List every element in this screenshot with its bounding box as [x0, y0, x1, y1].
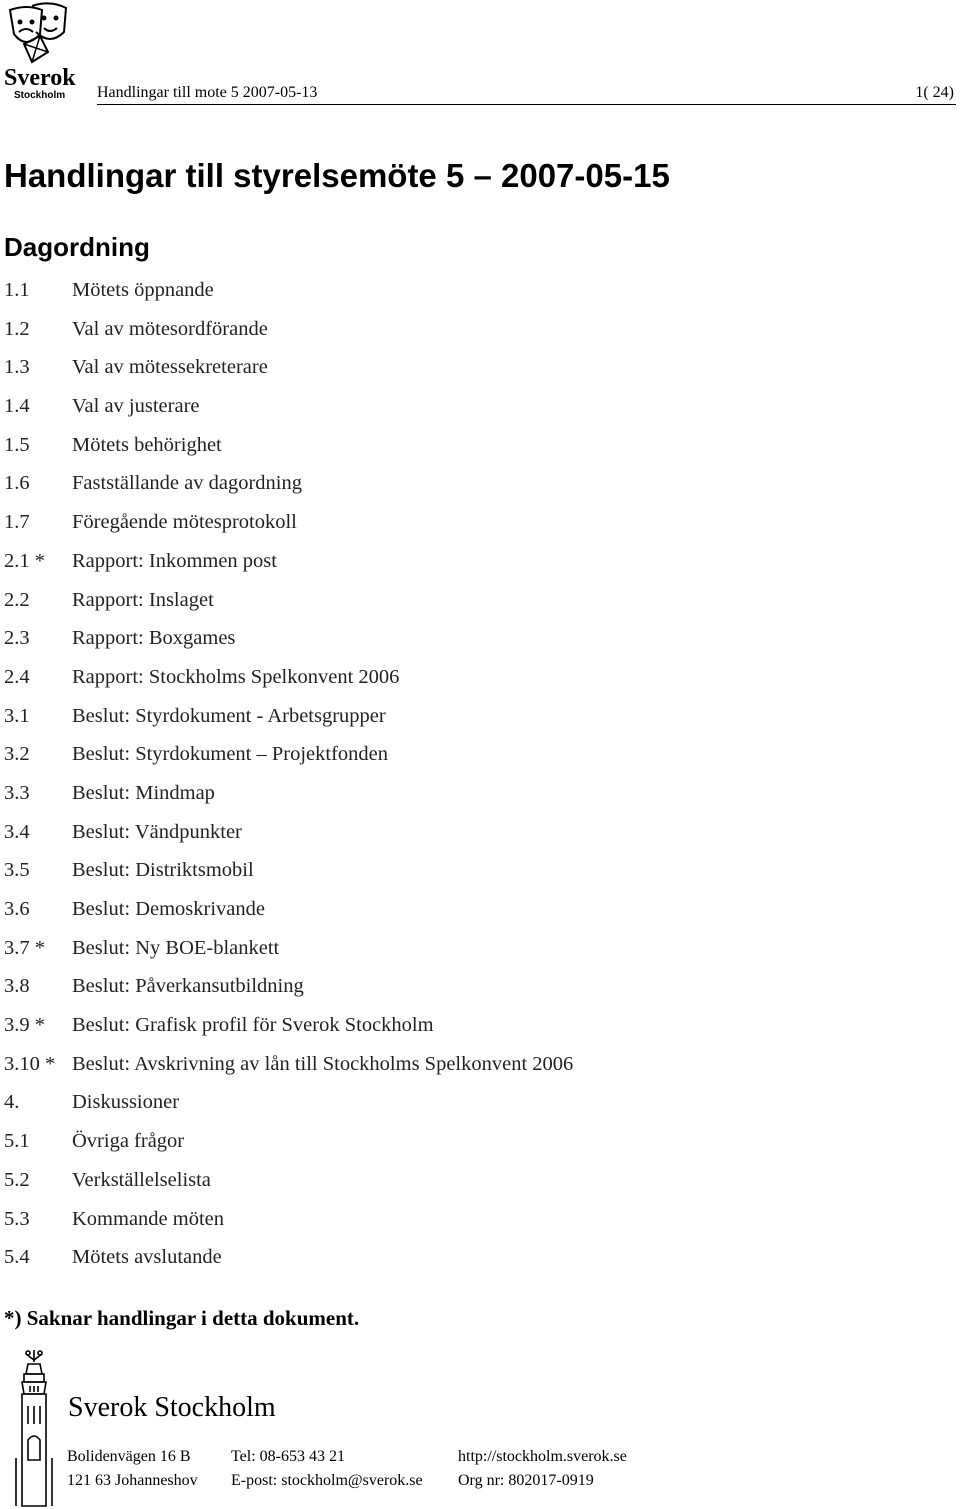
agenda-item-text: Val av mötessekreterare [72, 356, 268, 379]
page-title: Handlingar till styrelsemöte 5 – 2007-05-15 [4, 157, 670, 194]
agenda-item-text: Val av justerare [72, 395, 200, 418]
footnote: *) Saknar handlingar i detta dokument. [4, 1306, 360, 1330]
address-line-1: Bolidenvägen 16 B [67, 1448, 191, 1465]
header-divider [97, 104, 956, 105]
agenda-item-text: Beslut: Styrdokument - Arbetsgrupper [72, 704, 386, 727]
agenda-item-number: 3.6 [4, 898, 30, 920]
website-link[interactable]: http://stockholm.sverok.se [458, 1448, 627, 1465]
agenda-item-number: 3.2 [4, 743, 30, 766]
agenda-item-number: 2.1 * [4, 549, 45, 572]
agenda-item-number: 3.7 * [4, 936, 45, 959]
agenda-item-text: Övriga frågor [72, 1130, 185, 1153]
agenda-item-number: 5.3 [4, 1207, 30, 1230]
agenda-item-number: 5.1 [4, 1130, 30, 1153]
agenda-item-number: 3.9 * [4, 1014, 45, 1037]
agenda-item-number: 5.4 [4, 1246, 30, 1269]
agenda-item-text: Rapport: Stockholms Spelkonvent 2006 [72, 665, 400, 688]
agenda-item-text: Mötets öppnande [72, 279, 214, 301]
agenda-item-text: Rapport: Inslaget [72, 588, 214, 611]
agenda-item-number: 2.2 [4, 588, 30, 611]
agenda-item-text: Diskussioner [72, 1091, 180, 1114]
agenda-item-number: 5.2 [4, 1168, 30, 1191]
phone-number: Tel: 08-653 43 21 [231, 1448, 345, 1465]
agenda-item-number: 1.1 [4, 279, 30, 301]
city-hall-tower-icon [8, 1348, 60, 1508]
agenda-item-text: Mötets avslutande [72, 1246, 222, 1269]
agenda-item-number: 3.10 * [4, 1052, 56, 1075]
org-name: Sverok Stockholm [68, 1392, 276, 1423]
agenda-item-text: Mötets behörighet [72, 433, 222, 456]
agenda-item-text: Verkställelselista [72, 1168, 211, 1191]
agenda-item-number: 4. [4, 1091, 20, 1114]
agenda-item-text: Beslut: Distriktsmobil [72, 859, 254, 882]
agenda-item-text: Val av mötesordförande [72, 317, 268, 340]
address-line-2: 121 63 Johanneshov [67, 1472, 198, 1489]
agenda-item-number: 3.5 [4, 859, 30, 882]
logo-subtext: Stockholm [14, 90, 66, 101]
agenda-item-text: Beslut: Styrdokument – Projektfonden [72, 743, 389, 766]
agenda-item-text: Rapport: Boxgames [72, 627, 236, 650]
agenda-item-number: 1.6 [4, 472, 30, 495]
agenda-item-text: Beslut: Demoskrivande [72, 898, 266, 920]
agenda-item-number: 3.8 [4, 975, 30, 998]
agenda-item-text: Beslut: Ny BOE-blankett [72, 936, 280, 959]
agenda-item-number: 1.2 [4, 317, 30, 340]
agenda-item-number: 1.5 [4, 433, 30, 456]
agenda-item-number: 1.3 [4, 356, 30, 379]
agenda-item-text: Föregående mötesprotokoll [72, 511, 297, 534]
agenda-item-text: Beslut: Vändpunkter [72, 820, 242, 843]
agenda-item-text: Kommande möten [72, 1207, 225, 1230]
agenda-item-text: Fastställande av dagordning [72, 472, 303, 495]
agenda-item-number: 3.4 [4, 820, 30, 843]
logo-wordmark: Sverok [4, 65, 76, 91]
agenda-item-text: Beslut: Grafisk profil för Sverok Stockholm [72, 1014, 434, 1037]
email-address: E-post: stockholm@sverok.se [231, 1472, 423, 1489]
agenda-item-number: 1.7 [4, 511, 30, 534]
sverok-logo-icon [2, 2, 94, 102]
agenda-item-number: 2.3 [4, 627, 30, 650]
org-number: Org nr: 802017-0919 [458, 1472, 594, 1489]
agenda-item-number: 1.4 [4, 395, 30, 418]
agenda-item-text: Rapport: Inkommen post [72, 549, 277, 572]
agenda-item-text: Beslut: Påverkansutbildning [72, 975, 304, 998]
document-label: Handlingar till mote 5 2007-05-13 [97, 84, 318, 101]
page-indicator: 1( 24) [915, 84, 954, 101]
agenda-item-text: Beslut: Avskrivning av lån till Stockholms Spelkonvent 2006 [72, 1052, 574, 1075]
agenda-heading: Dagordning [4, 232, 150, 262]
agenda-item-number: 3.1 [4, 704, 30, 727]
agenda-item-text: Beslut: Mindmap [72, 781, 215, 804]
agenda-item-number: 3.3 [4, 781, 30, 804]
agenda-item-number: 2.4 [4, 665, 30, 688]
